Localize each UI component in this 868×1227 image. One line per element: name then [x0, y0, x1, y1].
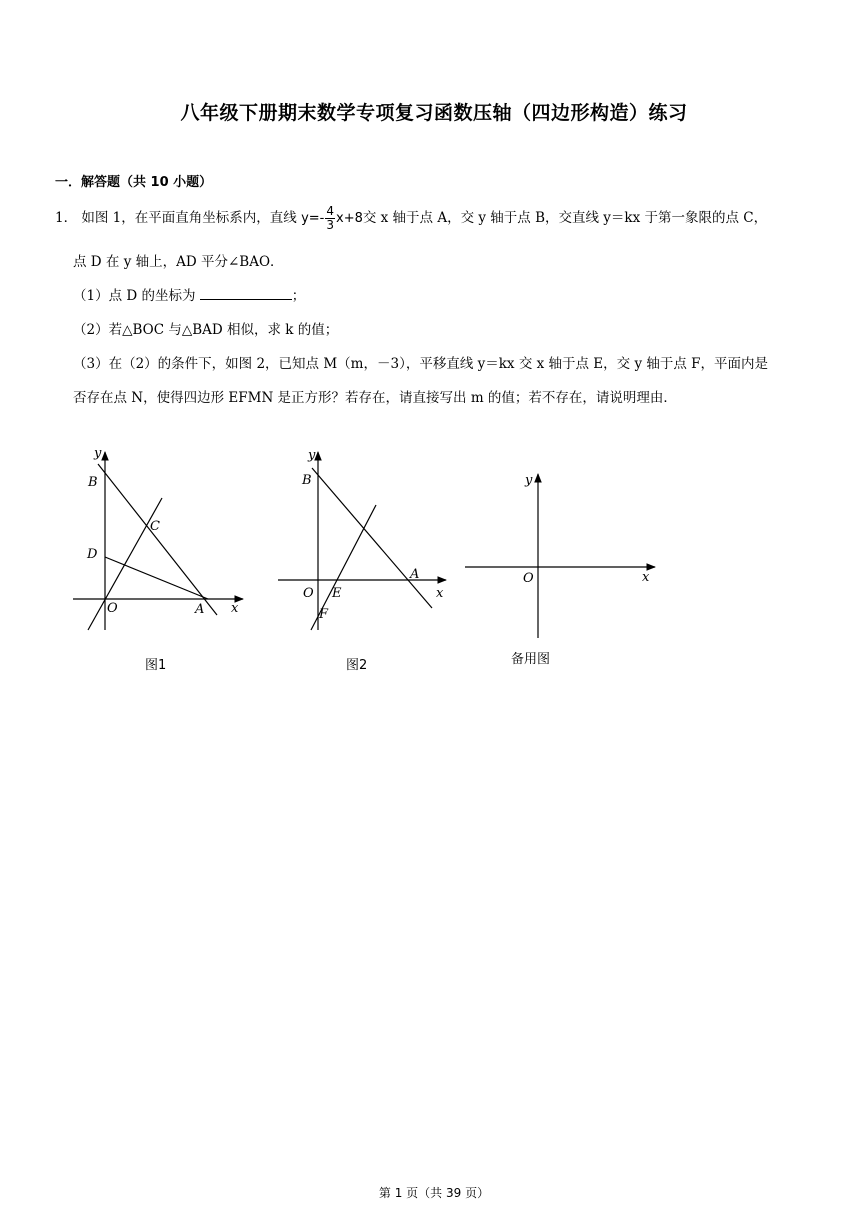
fig1-label-x: x: [231, 601, 239, 616]
figure-2-caption: 图2: [346, 658, 368, 673]
equation-y: y=-: [301, 211, 325, 226]
part1-text: （1）点 D 的坐标为: [73, 288, 196, 304]
fig1-line-oc: [88, 498, 162, 630]
fig2-line-ab: [312, 468, 432, 608]
fig1-label-b: B: [88, 475, 98, 490]
page-title: 八年级下册期末数学专项复习函数压轴（四边形构造）练习: [180, 102, 688, 124]
fig2-label-a: A: [410, 567, 420, 582]
fig3-label-y: y: [525, 473, 533, 488]
equation-fraction: [325, 205, 335, 232]
problem-part-3-line-1: （3）在（2）的条件下，如图 2，已知点 M（m，－3），平移直线 y＝kx 交 x 轴于点 E，交 y 轴于点 F，平面内是: [73, 356, 769, 372]
figure-1-caption: 图1: [145, 658, 167, 673]
section-heading: 一．解答题（共 10 小题）: [55, 175, 213, 190]
problem-text-1a: 如图 1，在平面直角坐标系内，直线: [81, 210, 297, 226]
figure-2: [270, 440, 460, 640]
problem-line-2: 点 D 在 y 轴上，AD 平分∠BAO．: [73, 254, 284, 270]
problem-line-1: [55, 205, 767, 232]
fig2-label-y: y: [308, 448, 316, 463]
figure-3: [455, 460, 665, 640]
fraction-numerator: 4: [326, 204, 334, 218]
page-footer: 第 1 页（共 39 页）: [378, 1186, 490, 1200]
problem-part-3-line-2: 否存在点 N，使得四边形 EFMN 是正方形？若存在，请直接写出 m 的值；若不存在，请说明理由．: [73, 390, 677, 406]
part1-end: ；: [291, 288, 306, 304]
fig1-line-ad: [105, 557, 208, 599]
problem-text-1b: 交 x 轴于点 A，交 y 轴于点 B，交直线 y＝kx 于第一象限的点 C，: [362, 210, 768, 226]
answer-blank: [200, 287, 292, 300]
fig2-label-x: x: [436, 586, 444, 601]
fig3-label-o: O: [523, 571, 534, 586]
fig1-label-d: D: [87, 547, 98, 562]
problem-number: 1．: [55, 210, 78, 226]
fig2-label-e: E: [332, 586, 342, 601]
fraction-denominator: 3: [326, 218, 334, 232]
fig1-label-o: O: [107, 601, 118, 616]
fig1-label-y: y: [94, 446, 102, 461]
fig2-label-o: O: [303, 586, 314, 601]
fig1-label-c: C: [150, 519, 160, 534]
equation-tail: x+8: [336, 211, 363, 226]
figure-1: [65, 440, 255, 640]
fig1-label-a: A: [195, 602, 205, 617]
fig2-label-b: B: [302, 473, 312, 488]
problem-part-1: [73, 284, 305, 304]
fig1-line-ab: [98, 464, 217, 615]
figure-3-caption: 备用图: [511, 652, 551, 667]
fig2-label-f: F: [319, 607, 329, 622]
fig3-label-x: x: [642, 570, 650, 585]
problem-part-2: （2）若△BOC 与△BAD 相似，求 k 的值；: [73, 322, 339, 338]
